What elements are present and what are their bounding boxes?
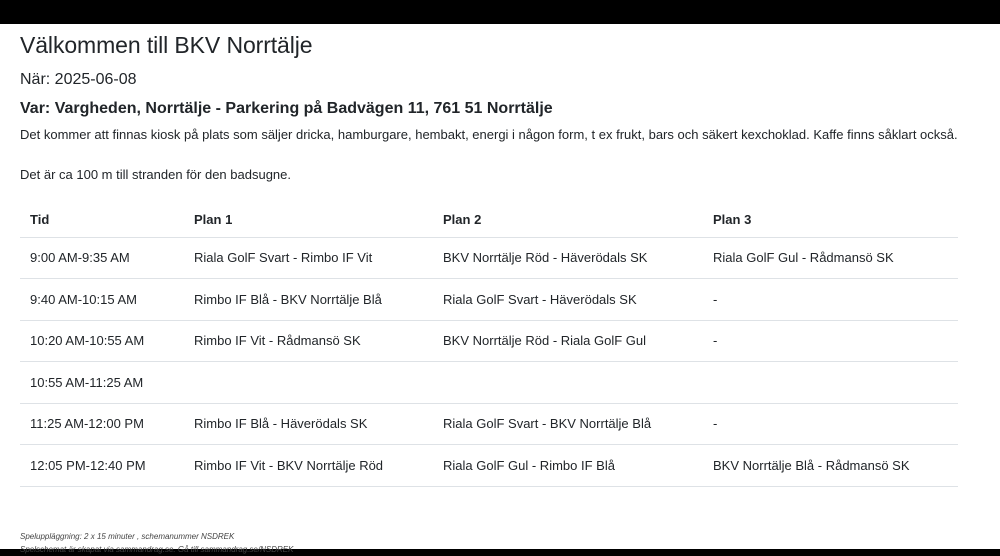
plan-1-cell: Rimbo IF Blå - Häverödals SK <box>184 403 433 445</box>
event-date: När: 2025-06-08 <box>20 71 137 88</box>
table-row <box>20 320 958 362</box>
plan-2-cell <box>433 362 703 404</box>
time-cell: 12:05 PM-12:40 PM <box>20 445 184 487</box>
plan-2-cell: BKV Norrtälje Röd - Häverödals SK <box>433 237 703 279</box>
column-header-plan-3: Plan 3 <box>703 203 958 237</box>
column-header-plan-2: Plan 2 <box>433 203 703 237</box>
plan-3-cell: Riala GolF Gul - Rådmansö SK <box>703 237 958 279</box>
page <box>0 24 1000 554</box>
time-cell: 10:55 AM-11:25 AM <box>20 362 184 404</box>
time-cell: 11:25 AM-12:00 PM <box>20 403 184 445</box>
time-cell: 9:00 AM-9:35 AM <box>20 237 184 279</box>
page-title: Välkommen till BKV Norrtälje <box>20 32 313 58</box>
content <box>20 24 960 487</box>
beach-note: Det är ca 100 m till stranden för den badsugne. <box>20 167 291 182</box>
plan-3-cell <box>703 362 958 404</box>
plan-2-cell: Riala GolF Svart - Häverödals SK <box>433 279 703 321</box>
plan-1-cell <box>184 362 433 404</box>
table-row <box>20 362 958 404</box>
schedule-table <box>20 203 958 487</box>
table-row <box>20 403 958 445</box>
table-header-row <box>20 203 958 237</box>
plan-1-cell: Rimbo IF Vit - BKV Norrtälje Röd <box>184 445 433 487</box>
footer-source-note: Spelschemat är skapat via sammandrag.se. Gå till sammandrag.se/NSDREK <box>20 545 294 554</box>
kiosk-description: Det kommer att finnas kiosk på plats som säljer dricka, hamburgare, hembakt, energi i någon form, t ex frukt, bars och säkert kexchoklad. Kaffe finns såklart också. <box>20 127 958 142</box>
plan-3-cell: - <box>703 279 958 321</box>
plan-2-cell: Riala GolF Gul - Rimbo IF Blå <box>433 445 703 487</box>
event-location: Var: Vargheden, Norrtälje - Parkering på Badvägen 11, 761 51 Norrtälje <box>20 100 553 117</box>
table-row <box>20 279 958 321</box>
footer-format-note: Speluppläggning: 2 x 15 minuter , schemanummer NSDREK <box>20 532 235 541</box>
footer-notes <box>20 530 293 556</box>
plan-2-cell: Riala GolF Svart - BKV Norrtälje Blå <box>433 403 703 445</box>
plan-1-cell: Rimbo IF Blå - BKV Norrtälje Blå <box>184 279 433 321</box>
column-header-tid: Tid <box>20 203 184 237</box>
plan-2-cell: BKV Norrtälje Röd - Riala GolF Gul <box>433 320 703 362</box>
column-header-plan-1: Plan 1 <box>184 203 433 237</box>
plan-1-cell: Rimbo IF Vit - Rådmansö SK <box>184 320 433 362</box>
plan-3-cell: BKV Norrtälje Blå - Rådmansö SK <box>703 445 958 487</box>
time-cell: 9:40 AM-10:15 AM <box>20 279 184 321</box>
table-row <box>20 445 958 487</box>
plan-1-cell: Riala GolF Svart - Rimbo IF Vit <box>184 237 433 279</box>
time-cell: 10:20 AM-10:55 AM <box>20 320 184 362</box>
plan-3-cell: - <box>703 320 958 362</box>
plan-3-cell: - <box>703 403 958 445</box>
table-row <box>20 237 958 279</box>
